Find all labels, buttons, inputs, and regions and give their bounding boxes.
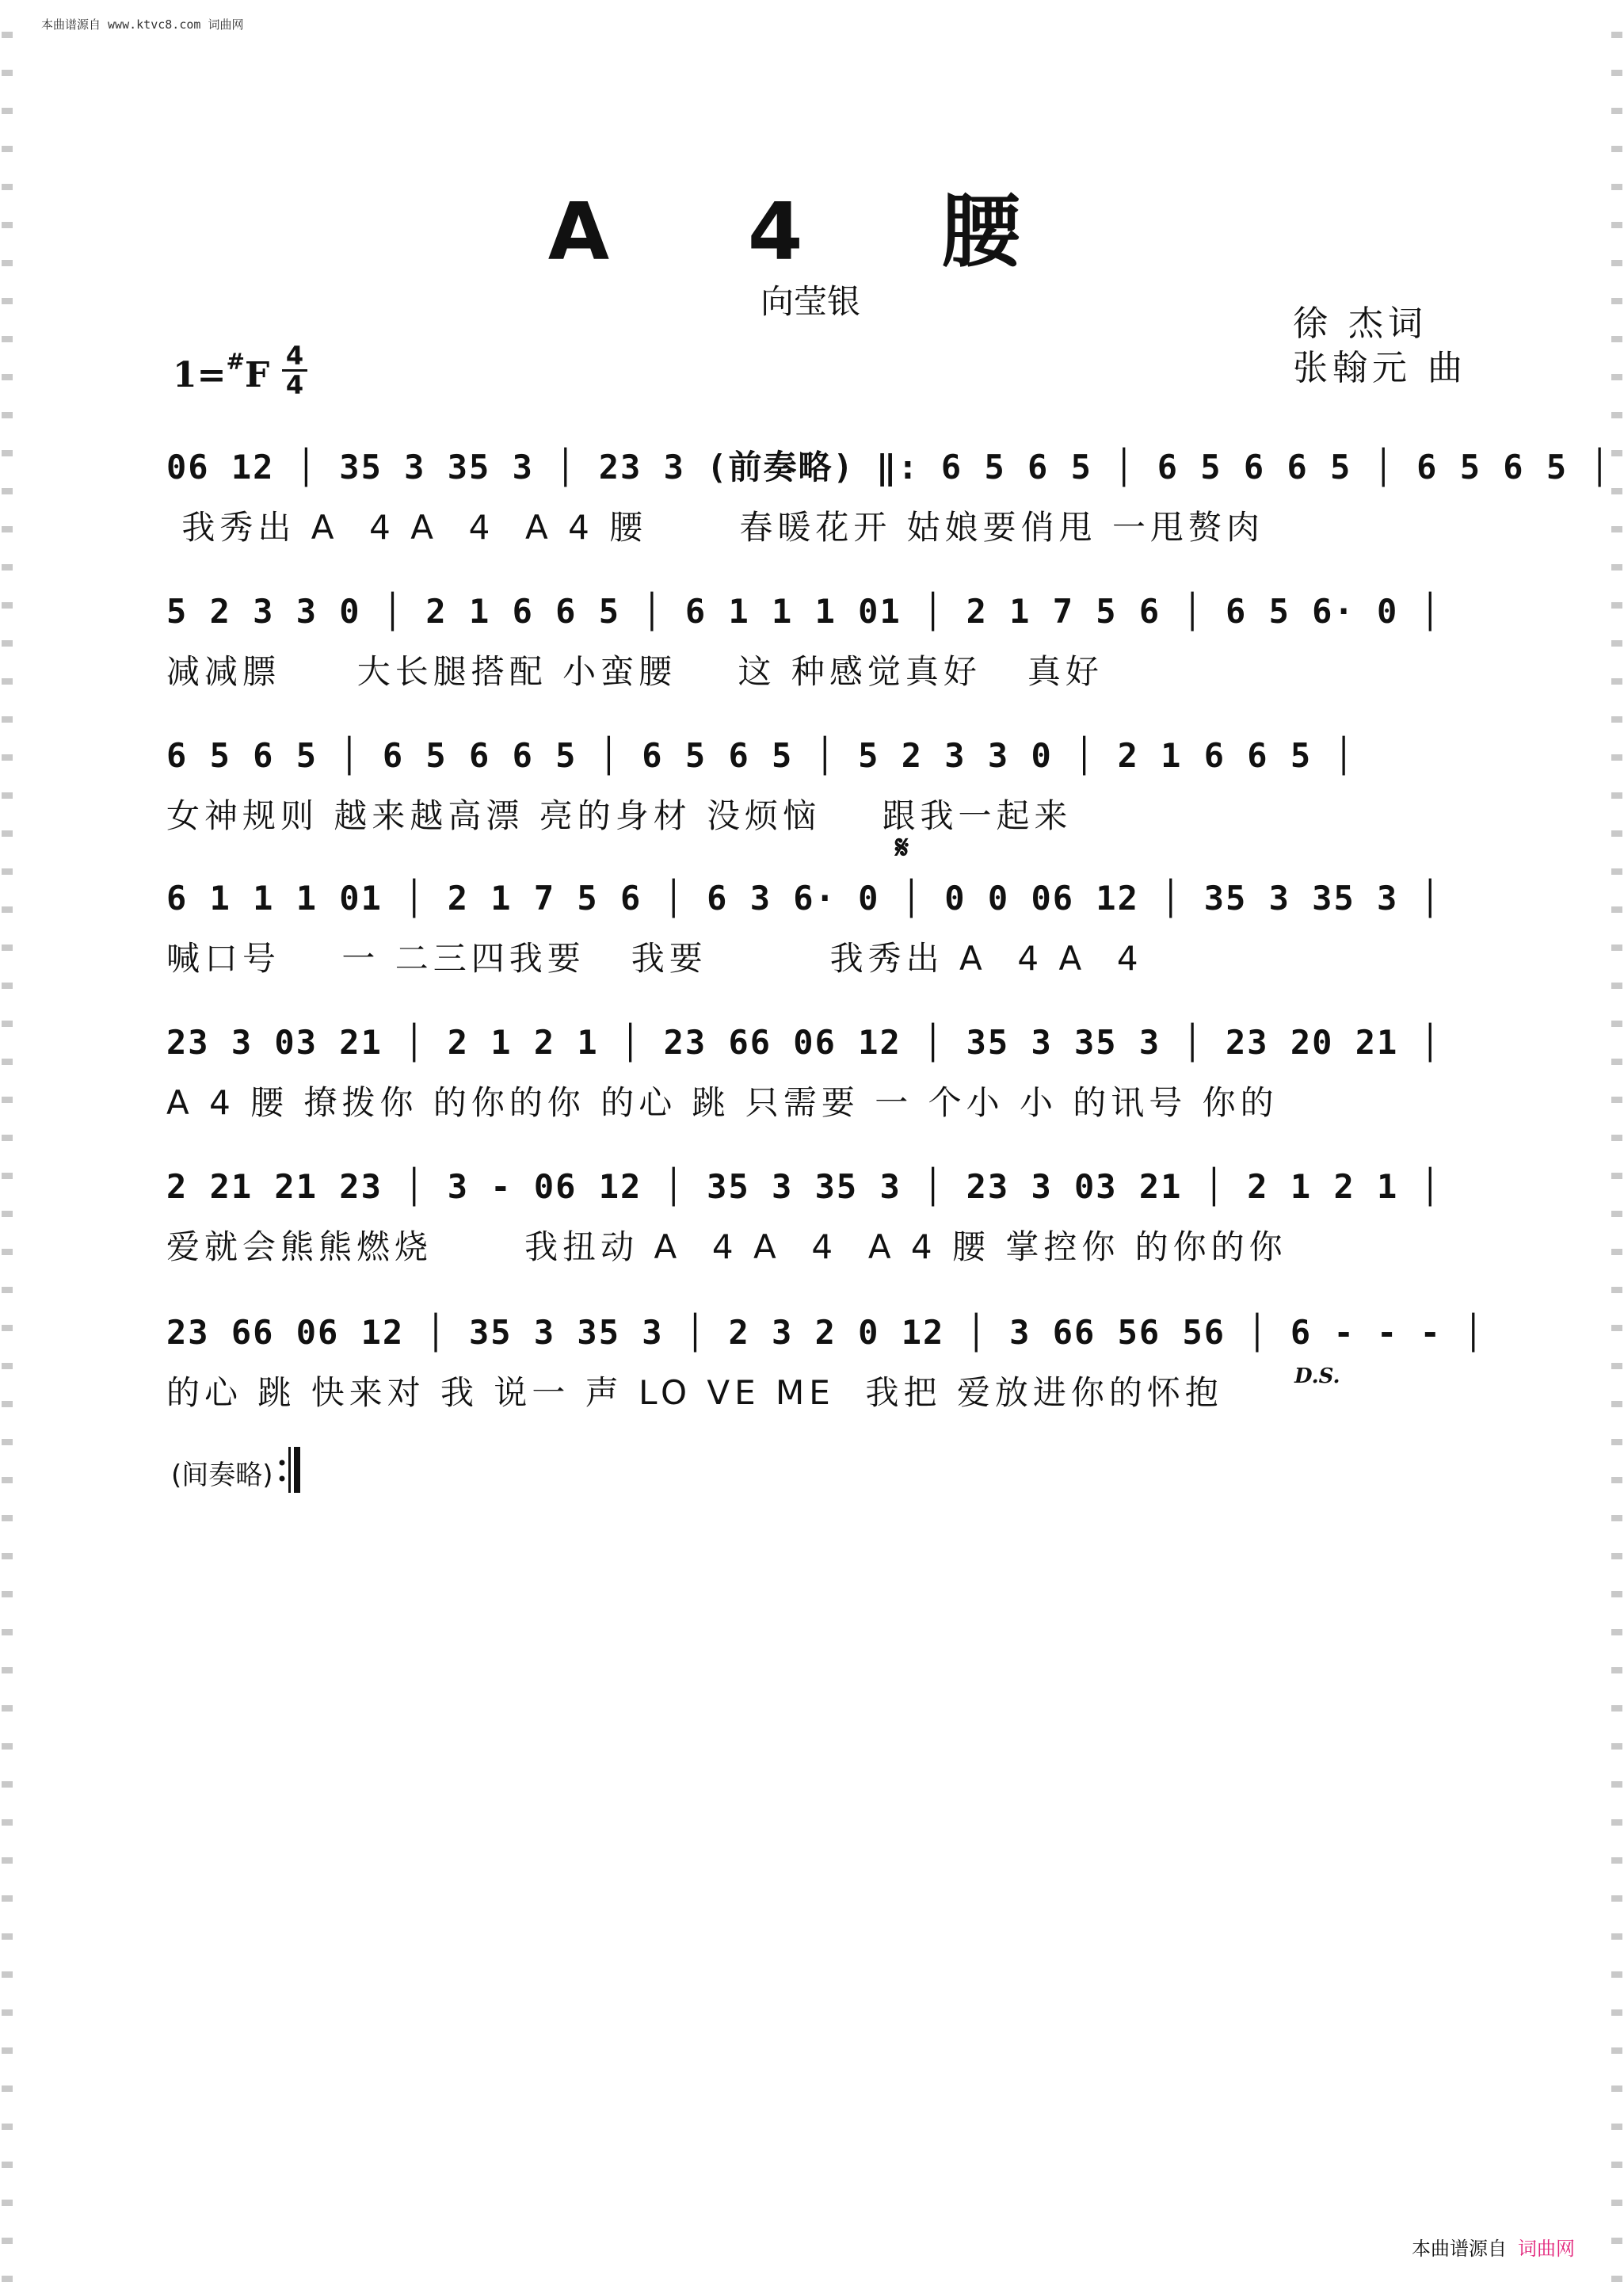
score-notes: 6 5 6 5 │ 6 5 6 6 5 │ 6 5 6 5 │ 5 2 3 3 0 │ 2 1 6 6 5 │ [166,736,1355,775]
interlude-note: (间奏略) [171,1460,273,1491]
score-lyrics: 我秀出 A 4 A 4 A 4 腰 春暖花开 姑娘要俏甩 一甩赘肉 [166,508,1265,547]
score-lyrics: 的心 跳 快来对 我 说一 声 LO VE ME 我把 爱放进你的怀抱 [166,1373,1223,1412]
composer-credit: 张翰元 曲 [1293,348,1467,388]
header-watermark: 本曲谱源自 www.ktvc8.com 词曲网 [41,17,244,32]
score-notes: 23 3 03 21 │ 2 1 2 1 │ 23 66 06 12 │ 35 3 35 3 │ 23 20 21 │ [166,1023,1442,1062]
key-signature [173,349,269,395]
singer: 向莹银 [761,282,861,321]
footer-brand[interactable]: 词曲网 [1518,2238,1575,2260]
left-watermark-strip [2,0,13,2282]
score-lyrics: 女神规则 越来越高漂 亮的身材 没烦恼 跟我一起来 [166,796,1073,835]
score-lyrics: 爱就会熊熊燃烧 我扭动 A 4 A 4 A 4 腰 掌控你 的你的你 [166,1227,1287,1266]
score-notes: 5 2 3 3 0 │ 2 1 6 6 5 │ 6 1 1 1 01 │ 2 1 7 5 6 │ 6 5 6· 0 │ [166,592,1442,631]
lyricist-credit: 徐 杰词 [1293,303,1428,344]
key-note: F [244,355,270,395]
right-watermark-strip [1611,0,1622,2282]
time-numerator: 4 [282,342,307,372]
score-notes: 06 12 │ 35 3 35 3 │ 23 3 (前奏略) ‖: 6 5 6 5 │ 6 5 6 6 5 │ 6 5 6 5 │ [166,448,1611,487]
footer [1412,2233,1575,2261]
key-prefix: 1= [173,355,227,395]
score-lyrics: A 4 腰 撩拨你 的你的你 的心 跳 只需要 一 个小 小 的讯号 你的 [166,1083,1279,1122]
end-repeat-icon [279,1447,303,1494]
footer-source: 本曲谱源自 [1412,2238,1507,2260]
time-denominator: 4 [285,370,304,400]
score-notes: 2 21 21 23 │ 3 - 06 12 │ 35 3 35 3 │ 23 3 03 21 │ 2 1 2 1 │ [166,1167,1442,1206]
sharp-icon: # [226,349,245,375]
song-title: A 4 腰 [547,185,1077,278]
segno-icon: 𝄋 [895,829,909,866]
ds-mark: D.S. [1294,1364,1340,1388]
time-signature [282,342,307,399]
score-lyrics: 减减膘 大长腿搭配 小蛮腰 这 种感觉真好 真好 [166,652,1104,691]
score-notes: 6 1 1 1 01 │ 2 1 7 5 6 │ 6 3 6· 0 │ 0 0 06 12 │ 35 3 35 3 │ [166,879,1442,918]
score-lyrics: 喊口号 一 二三四我要 我要 我秀出 A 4 A 4 [166,939,1143,978]
score-notes: 23 66 06 12 │ 35 3 35 3 │ 2 3 2 0 12 │ 3 66 56 56 │ 6 - - - │ [166,1313,1485,1352]
